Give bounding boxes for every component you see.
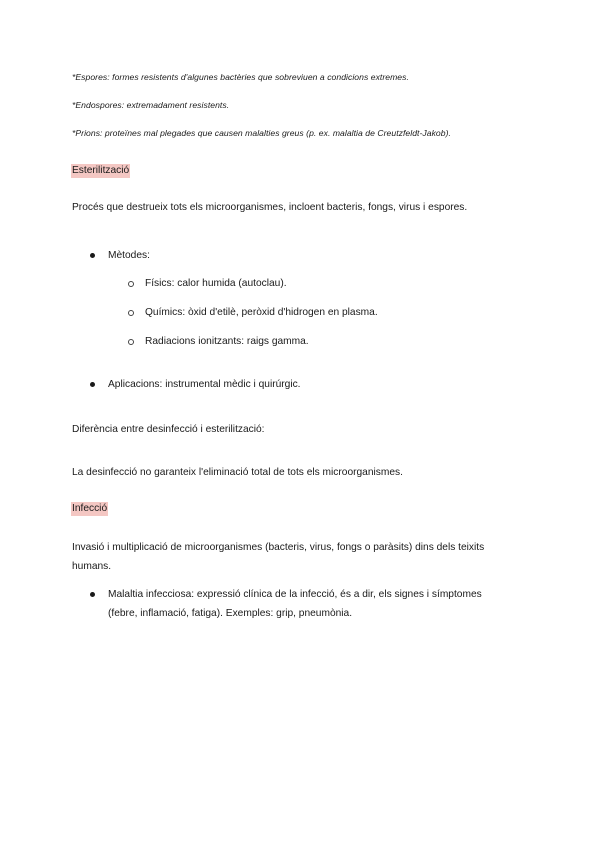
note-spores: *Espores: formes resistents d'algunes bactèries que sobreviuen a condicions extremes. [72,72,409,82]
difference-text: La desinfecció no garanteix l'eliminació total de tots els microorganismes. [72,467,403,478]
bullet-circle-icon [128,281,134,287]
bullet-dot-icon [90,382,95,387]
method-physical: Físics: calor humida (autoclau). [145,278,287,289]
difference-label: Diferència entre desinfecció i esterilització: [72,424,265,435]
note-endospores: *Endospores: extremadament resistents. [72,100,230,110]
bullet-circle-icon [128,339,134,345]
heading-infection: Infecció [72,503,108,514]
methods-label: Mètodes: [108,250,150,261]
applications: Aplicacions: instrumental mèdic i quirúrgic. [108,379,301,390]
infection-definition-line2: humans. [72,561,112,572]
infectious-disease-line1: Malaltia infecciosa: expressió clínica de la infecció, és a dir, els signes i símptomes [108,589,482,600]
method-radiation: Radiacions ionitzants: raigs gamma. [145,336,309,347]
heading-sterilization: Esterilització [72,165,130,176]
infection-definition-line1: Invasió i multiplicació de microorganismes (bacteris, virus, fongs o paràsits) dins dels teixits [72,542,485,553]
bullet-dot-icon [90,592,95,597]
infectious-disease-line2: (febre, inflamació, fatiga). Exemples: grip, pneumònia. [108,608,353,619]
note-prions: *Prions: proteïnes mal plegades que causen malalties greus (p. ex. malaltia de Creutzfeldt-Jakob). [72,128,451,138]
bullet-circle-icon [128,310,134,316]
bullet-dot-icon [90,253,95,258]
method-chemical: Químics: òxid d'etilè, peròxid d'hidrogen en plasma. [145,307,378,318]
sterilization-definition: Procés que destrueix tots els microorganismes, incloent bacteris, fongs, virus i espores. [72,202,468,213]
